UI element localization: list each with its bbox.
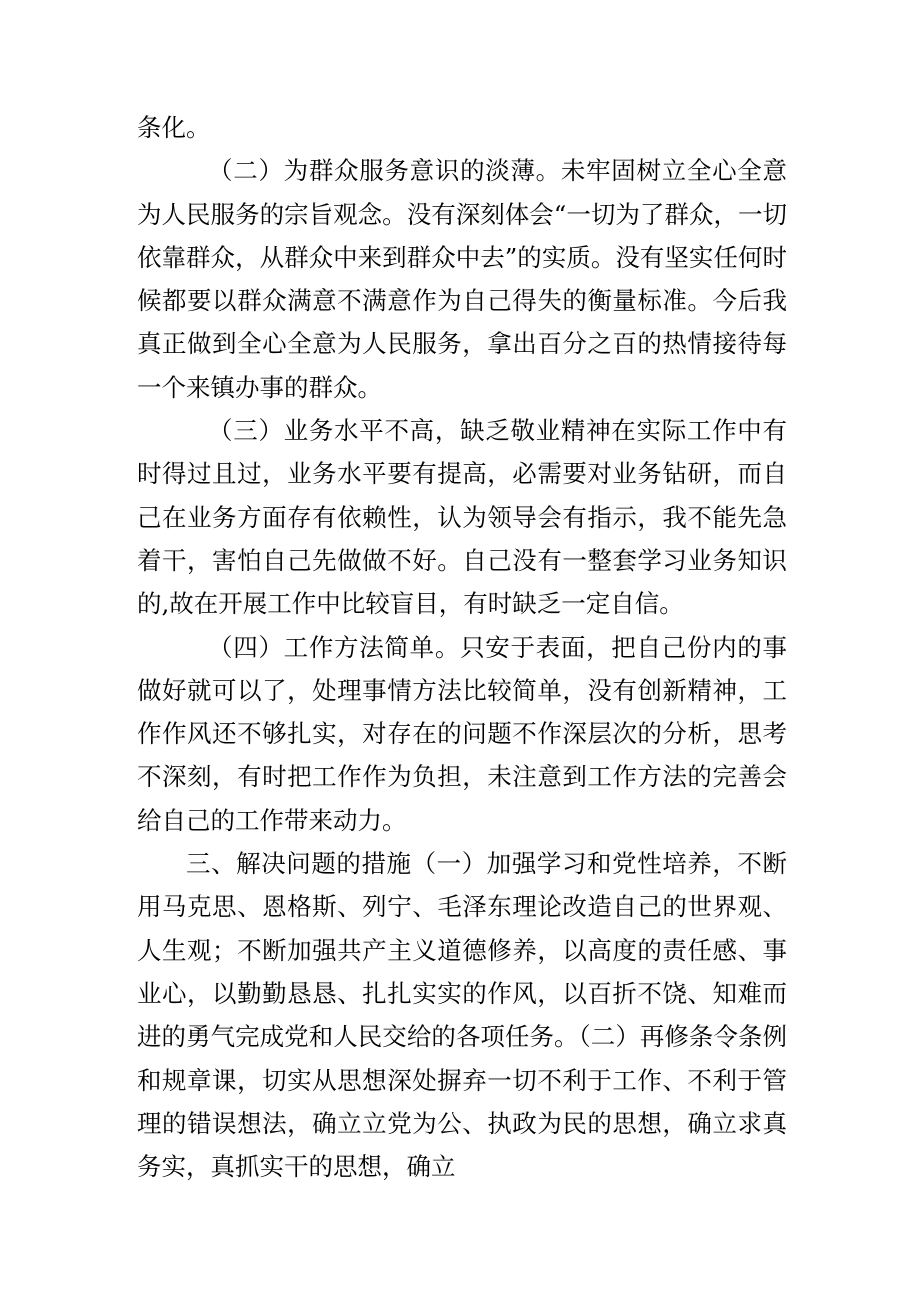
paragraph-continuation: 条化。: [137, 113, 211, 142]
document-body: [137, 106, 787, 1188]
paragraph-solutions: 三、解决问题的措施（一）加强学习和党性培养，不断用马克思、恩格斯、列宁、毛泽东理论改造自己的世界观、人生观；不断加强共产主义道德修养，以高度的责任感、事业心，以勤勤恳恳、扎扎实实的作风，以百折不饶、知难而进的勇气完成党和人民交给的各项任务。（二）再修条令条例和规章课，切实从思想深处摒弃一切不利于工作、不利于管理的错误想法，确立立党为公、执政为民的思想，确立求真务实，真抓实干的思想，确立: [137, 849, 787, 1182]
paragraph-business-level: （三）业务水平不高，缺乏敬业精神在实际工作中有时得过且过，业务水平要有提高，必需要对业务钻研，而自己在业务方面存有依赖性，认为领导会有指示，我不能先急着干，害怕自己先做做不好。自己没有一整套学习业务知识的,故在开展工作中比较盲目，有时缺乏一定自信。: [137, 416, 787, 619]
paragraph-service-awareness: （二）为群众服务意识的淡薄。未牢固树立全心全意为人民服务的宗旨观念。没有深刻体会“一切为了群众，一切依靠群众，从群众中来到群众中去”的实质。没有坚实任何时候都要以群众满意不满意作为自己得失的衡量标准。今后我真正做到全心全意为人民服务，拿出百分之百的热情接待每一个来镇办事的群众。: [137, 156, 787, 402]
paragraph-work-methods: （四）工作方法简单。只安于表面，把自己份内的事做好就可以了，处理事情方法比较简单，没有创新精神，工作作风还不够扎实，对存在的问题不作深层次的分析，思考不深刻，有时把工作作为负担，未注意到工作方法的完善会给自己的工作带来动力。: [137, 632, 787, 835]
